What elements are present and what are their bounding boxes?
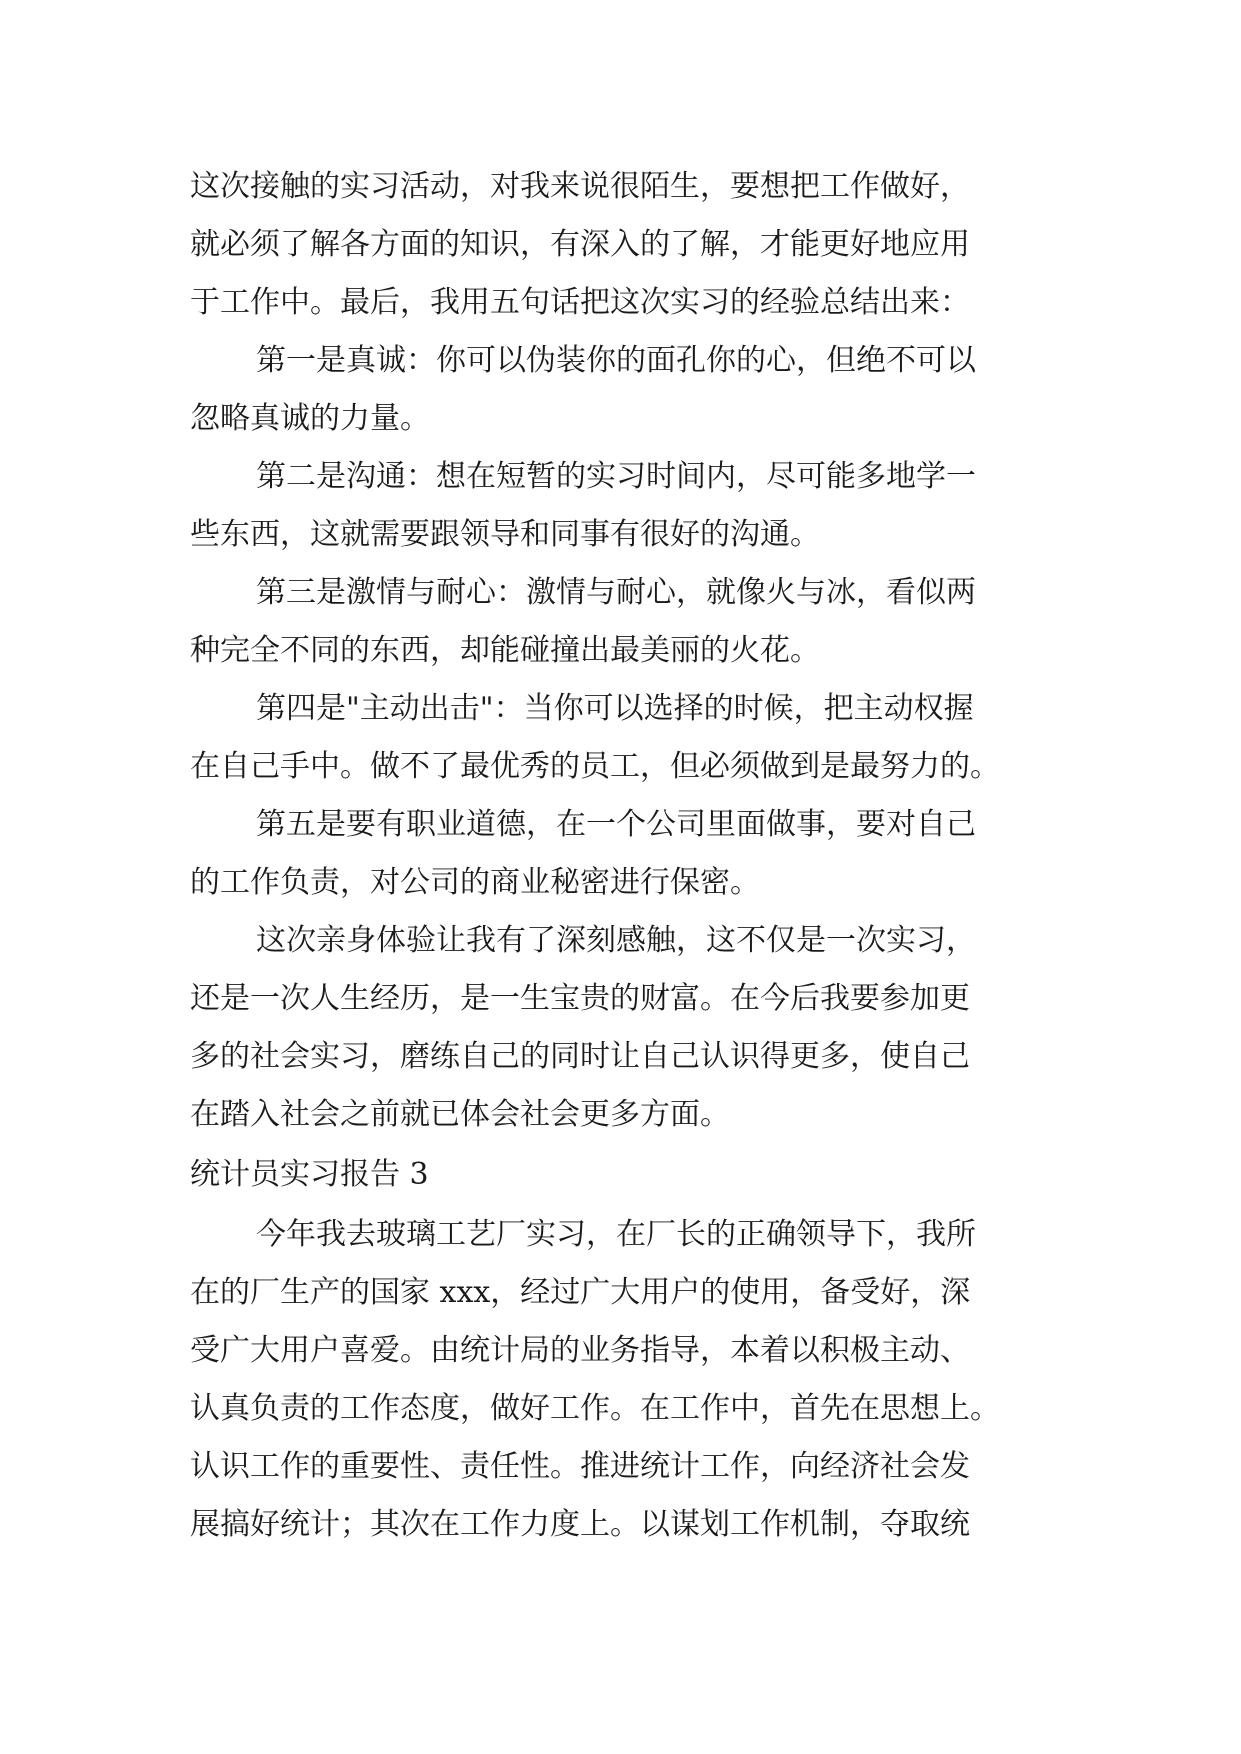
text-line: 第一是真诚：你可以伪装你的面孔你的心，但绝不可以 <box>256 343 976 378</box>
text-line: 在的厂生产的国家 xxx，经过广大用户的使用，备受好，深 <box>190 1275 971 1310</box>
text-line: 展搞好统计；其次在工作力度上。以谋划工作机制，夺取统 <box>190 1507 970 1542</box>
text-line: 第五是要有职业道德，在一个公司里面做事，要对自己 <box>256 807 976 842</box>
text-line: 种完全不同的东西，却能碰撞出最美丽的火花。 <box>190 633 820 668</box>
text-line: 还是一次人生经历，是一生宝贵的财富。在今后我要参加更 <box>190 981 970 1016</box>
text-line: 认真负责的工作态度，做好工作。在工作中，首先在思想上。 <box>190 1391 1000 1426</box>
text-line: 多的社会实习，磨练自己的同时让自己认识得更多，使自己 <box>190 1039 970 1074</box>
text-line: 第三是激情与耐心：激情与耐心，就像火与冰，看似两 <box>256 575 976 610</box>
text-line: 受广大用户喜爱。由统计局的业务指导，本着以积极主动、 <box>190 1333 970 1368</box>
text-line: 忽略真诚的力量。 <box>190 401 430 436</box>
text-line: 些东西，这就需要跟领导和同事有很好的沟通。 <box>190 517 820 552</box>
text-line: 认识工作的重要性、责任性。推进统计工作，向经济社会发 <box>190 1449 970 1484</box>
text-line: 在自己手中。做不了最优秀的员工，但必须做到是最努力的。 <box>190 749 1000 784</box>
text-line: 的工作负责，对公司的商业秘密进行保密。 <box>190 865 760 900</box>
text-line: 这次接触的实习活动，对我来说很陌生，要想把工作做好， <box>190 169 970 204</box>
text-line: 第二是沟通：想在短暂的实习时间内，尽可能多地学一 <box>256 459 976 494</box>
text-line: 这次亲身体验让我有了深刻感触，这不仅是一次实习， <box>256 923 976 958</box>
section-heading: 统计员实习报告 3 <box>190 1157 429 1192</box>
text-line: 在踏入社会之前就已体会社会更多方面。 <box>190 1097 730 1132</box>
text-line: 于工作中。最后，我用五句话把这次实习的经验总结出来： <box>190 285 970 320</box>
text-line: 第四是"主动出击"：当你可以选择的时候，把主动权握 <box>256 691 974 726</box>
text-line: 就必须了解各方面的知识，有深入的了解，才能更好地应用 <box>190 227 970 262</box>
text-line: 今年我去玻璃工艺厂实习，在厂长的正确领导下，我所 <box>256 1217 976 1252</box>
document-body <box>190 158 1060 1554</box>
